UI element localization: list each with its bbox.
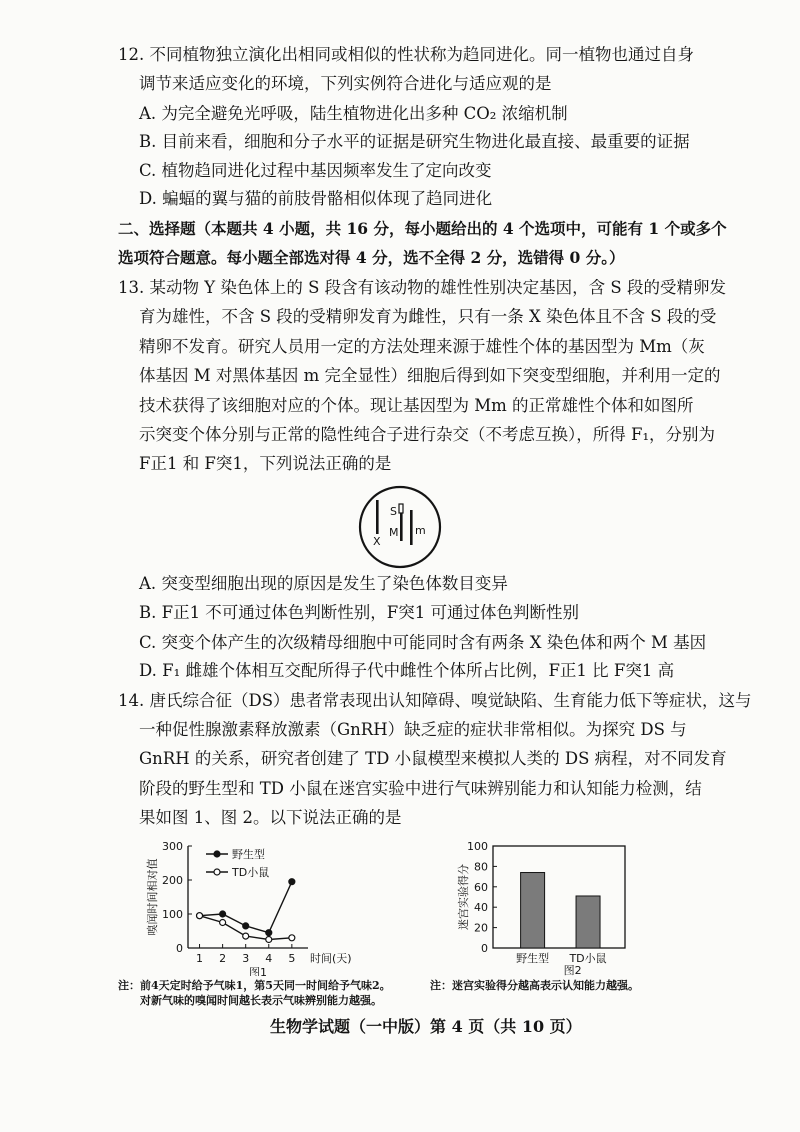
figure1-caption: 图1 bbox=[249, 966, 267, 976]
x-axis-label: 时间(天) bbox=[310, 952, 352, 965]
bar-wild-type bbox=[521, 873, 545, 948]
figure2-caption: 图2 bbox=[563, 964, 582, 976]
q13-stem-line-2: 育为雄性，不含 S 段的受精卵发育为雌性，只有一条 X 染色体且不含 S 段的受 bbox=[139, 307, 717, 326]
figure2-bar-chart bbox=[455, 836, 665, 976]
q12-option-a: A. 为完全避免光呼吸，陆生植物进化出多种 CO₂ 浓缩机制 bbox=[139, 104, 568, 123]
y-tick-label: 100 bbox=[467, 840, 488, 853]
q14-stem-line-2: 一种促性腺激素释放激素（GnRH）缺乏症的症状非常相似。为探究 DS 与 bbox=[139, 720, 687, 739]
q12-option-b: B. 目前来看，细胞和分子水平的证据是研究生物进化最直接、最重要的证据 bbox=[139, 132, 690, 151]
category-label: TD小鼠 bbox=[569, 952, 607, 965]
q12-stem-line-1: 12. 不同植物独立演化出相同或相似的性状称为趋同进化。同一植物也通过自身 bbox=[118, 45, 694, 64]
x-tick-label: 4 bbox=[265, 952, 273, 965]
q12-stem-line-2: 调节来适应变化的环境，下列实例符合进化与适应观的是 bbox=[139, 74, 552, 93]
bar-td-mouse bbox=[576, 896, 600, 948]
label-x: X bbox=[373, 535, 381, 548]
page-footer: 生物学试题（一中版）第 4 页（共 10 页） bbox=[270, 1017, 582, 1036]
x-tick-label: 1 bbox=[196, 952, 204, 965]
mutant-cell-figure bbox=[355, 482, 445, 572]
label-M: M bbox=[389, 526, 399, 539]
y-tick-label: 0 bbox=[176, 942, 183, 955]
q14-stem-line-5: 果如图 1、图 2。以下说法正确的是 bbox=[139, 808, 402, 827]
data-point bbox=[220, 920, 226, 926]
q12-option-d: D. 蝙蝠的翼与猫的前肢骨骼相似体现了趋同进化 bbox=[139, 189, 493, 208]
q13-stem-line-1: 13. 某动物 Y 染色体上的 S 段含有该动物的雄性性别决定基因，含 S 段的受精卵发 bbox=[118, 278, 726, 297]
y-tick-label: 200 bbox=[162, 874, 183, 887]
q13-option-b: B. F正1 不可通过体色判断性别，F突1 可通过体色判断性别 bbox=[139, 603, 579, 622]
m-chromosome bbox=[410, 510, 413, 545]
data-point bbox=[220, 911, 226, 917]
q12-option-c: C. 植物趋同进化过程中基因频率发生了定向改变 bbox=[139, 161, 492, 180]
q13-option-d: D. F₁ 雌雄个体相互交配所得子代中雌性个体所占比例，F正1 比 F突1 高 bbox=[139, 661, 675, 680]
y-tick-label: 300 bbox=[162, 840, 183, 853]
y-axis-label: 嗅闻时间相对值 bbox=[146, 858, 159, 936]
x-tick-label: 3 bbox=[242, 952, 250, 965]
y-axis-label: 迷宫实验得分 bbox=[457, 864, 470, 930]
x-tick-label: 5 bbox=[288, 952, 296, 965]
category-label: 野生型 bbox=[516, 952, 550, 965]
data-point bbox=[266, 937, 272, 943]
data-point bbox=[289, 879, 295, 885]
q13-stem-line-3: 精卵不发育。研究人员用一定的方法处理来源于雄性个体的基因型为 Mm（灰 bbox=[139, 337, 705, 356]
data-point bbox=[266, 930, 272, 936]
q13-option-a: A. 突变型细胞出现的原因是发生了染色体数目变异 bbox=[139, 574, 508, 593]
label-s: S bbox=[390, 505, 397, 518]
y-tick-label: 40 bbox=[474, 901, 488, 915]
label-m: m bbox=[415, 524, 426, 537]
y-tick-label: 100 bbox=[162, 908, 183, 921]
q13-stem-line-7: F正1 和 F突1，下列说法正确的是 bbox=[139, 454, 392, 473]
figure1-note-line-1: 注：前4天定时给予气味1，第5天同一时间给予气味2。 bbox=[118, 979, 391, 992]
data-point bbox=[289, 935, 295, 941]
x-chromosome bbox=[376, 500, 379, 534]
q13-stem-line-5: 技术获得了该细胞对应的个体。现让基因型为 Mm 的正常雄性个体和如图所 bbox=[139, 396, 694, 415]
translocated-chromosome bbox=[400, 513, 403, 541]
section2-heading-line-2: 选项符合题意。每小题全部选对得 4 分，选不全得 2 分，选错得 0 分。） bbox=[118, 248, 625, 267]
data-point bbox=[243, 933, 249, 939]
figure1-note-line-2: 对新气味的嗅闻时间越长表示气味辨别能力越强。 bbox=[140, 994, 382, 1007]
s-segment bbox=[399, 504, 403, 513]
y-tick-label: 0 bbox=[481, 942, 488, 955]
data-point bbox=[243, 923, 249, 929]
q13-stem-line-4: 体基因 M 对黑体基因 m 完全显性）细胞后得到如下突变型细胞，并利用一定的 bbox=[139, 366, 721, 385]
q13-option-c: C. 突变个体产生的次级精母细胞中可能同时含有两条 X 染色体和两个 M 基因 bbox=[139, 633, 707, 652]
legend-marker bbox=[214, 851, 220, 857]
q14-stem-line-1: 14. 唐氏综合征（DS）患者常表现出认知障碍、嗅觉缺陷、生育能力低下等症状，这与 bbox=[118, 691, 752, 710]
figure1-line-chart bbox=[140, 836, 380, 976]
y-tick-label: 80 bbox=[474, 860, 488, 874]
section2-heading-line-1: 二、选择题（本题共 4 小题，共 16 分，每小题给出的 4 个选项中，可能有 1 个或多个 bbox=[118, 219, 727, 238]
y-tick-label: 20 bbox=[474, 921, 488, 935]
x-tick-label: 2 bbox=[219, 952, 227, 965]
q14-stem-line-3: GnRH 的关系，研究者创建了 TD 小鼠模型来模拟人类的 DS 病程，对不同发育 bbox=[139, 749, 727, 768]
q14-stem-line-4: 阶段的野生型和 TD 小鼠在迷宫实验中进行气味辨别能力和认知能力检测，结 bbox=[139, 779, 702, 798]
data-point bbox=[197, 913, 203, 919]
figure2-note-line-1: 注：迷宫实验得分越高表示认知能力越强。 bbox=[430, 979, 639, 992]
q13-stem-line-6: 示突变个体分别与正常的隐性纯合子进行杂交（不考虑互换），所得 F₁，分别为 bbox=[139, 425, 716, 444]
plot-frame bbox=[493, 846, 625, 948]
legend-marker bbox=[214, 869, 220, 875]
y-tick-label: 60 bbox=[474, 880, 488, 894]
legend-label: TD小鼠 bbox=[232, 866, 270, 879]
legend-label: 野生型 bbox=[232, 848, 265, 861]
